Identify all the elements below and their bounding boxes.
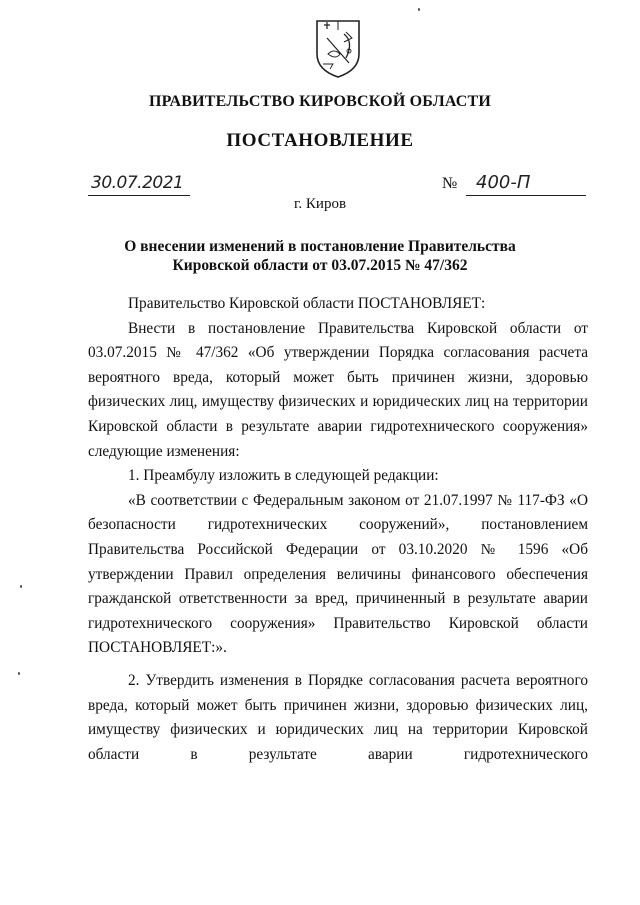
document-body xyxy=(88,292,588,767)
date-field xyxy=(88,173,190,196)
scan-speck xyxy=(418,8,420,11)
handwritten-date: 30.07.2021 xyxy=(91,173,184,193)
preamble-paragraph: Правительство Кировской области ПОСТАНОВЛЯЕТ: xyxy=(128,295,486,312)
scan-speck xyxy=(18,672,20,675)
subject-title xyxy=(0,237,640,275)
paragraph-intro: Внести в постановление Правительства Кировской области от 03.07.2015 № 47/362 «Об утверждении Порядка согласования расчета вероятного вреда, который может быть причинен жизни, здоровью физических лиц, имуществу физических и юридических лиц на территории Кировской области в результате аварии гидротехнического сооружения» следующие изменения: xyxy=(88,319,588,460)
government-title: ПРАВИТЕЛЬСТВО КИРОВСКОЙ ОБЛАСТИ xyxy=(148,93,492,110)
paragraph-item-2: 2. Утвердить изменения в Порядке согласования расчета вероятного вреда, который может быть причинен жизни, здоровью физических лиц, имуществу физических и юридических лиц на территории Кировской области в результате аварии гидротехнического xyxy=(88,671,588,763)
subject-line-1: О внесении изменений в постановление Правительства xyxy=(124,238,516,255)
number-sign: № xyxy=(442,175,458,192)
subject-line-2: Кировской области от 03.07.2015 № 47/362 xyxy=(172,257,468,274)
number-field xyxy=(466,173,586,196)
document-type: ПОСТАНОВЛЕНИЕ xyxy=(226,130,414,151)
kirov-oblast-coat-of-arms-icon xyxy=(314,18,362,80)
paragraph-item-1: 1. Преамбулу изложить в следующей редакции: xyxy=(128,467,439,485)
scan-speck xyxy=(20,585,22,588)
city: г. Киров xyxy=(293,196,347,212)
paragraph-quote: «В соответствии с Федеральным законом от 21.07.1997 № 117-ФЗ «О безопасности гидротехнических сооружений», постановлением Правительства Российской Федерации от 03.10.2020 № 1596 «Об утверждении Правил определения величины финансового обеспечения гражданской ответственности за вред, причиненный в результате аварии гидротехнического сооружения» Правительство Кировской области ПОСТАНОВЛЯЕТ:». xyxy=(88,491,588,657)
handwritten-number: 400-П xyxy=(476,172,531,193)
